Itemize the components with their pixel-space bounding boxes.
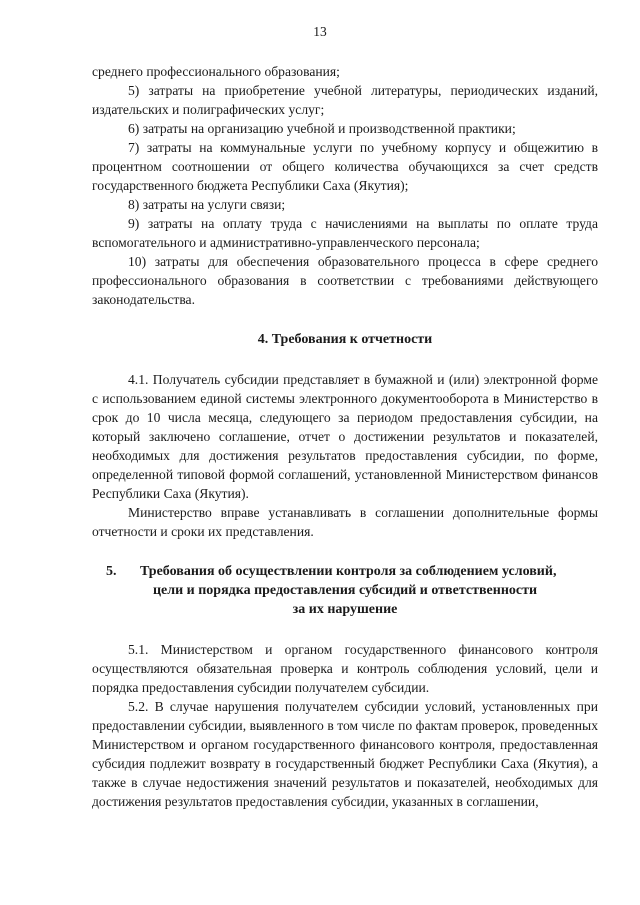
document-body [92,62,598,811]
section-5-heading-line-3: за их нарушение [292,602,398,617]
section-5-paragraph-1: 5.1. Министерством и органом государственного финансового контроля осуществляются обязательная проверка и контроль соблюдения условий, цели и порядка предоставления субсидии получателем субсидии. [92,642,598,695]
section-5-heading-line-2: цели и порядка предоставления субсидий и ответственности [152,583,538,598]
list-item-8: 8) затраты на услуги связи; [128,197,286,212]
section-5-number: 5. [106,564,117,579]
section-4-paragraph-1: 4.1. Получатель субсидии представляет в бумажной и (или) электронной форме с использованием единой системы электронного документооборота в Министерство в срок до 10 числа месяца, следующего за периодом предоставления субсидии, на который заключено соглашение, отчет о достижении результатов и показателей, необходимых для достижения результатов предоставления субсидии, по форме, определенной типовой формой соглашений, установленной Министерством финансов Республики Саха (Якутия). [92,372,598,501]
list-item-7: 7) затраты на коммунальные услуги по учебному корпусу и общежитию в процентном соотношении от общего количества обучающихся за счет средств государственного бюджета Республики Саха (Якутия); [92,140,598,193]
section-5-paragraph-2: 5.2. В случае нарушения получателем субсидии условий, установленных при предоставлении субсидии, выявленного в том числе по фактам проверок, проведенных Министерством и органом государственного финансового контроля, предоставленная субсидия подлежит возврату в государственный бюджет Республики Саха (Якутия), а также в случае недостижения значений результатов и показателей, необходимых для достижения результатов предоставления субсидии, указанных в соглашении, [92,699,598,809]
section-4-heading: 4. Требования к отчетности [257,332,433,347]
list-item-10: 10) затраты для обеспечения образовательного процесса в сфере среднего профессионального образования в соответствии с требованиями действующего законодательства. [92,254,598,307]
list-item-9: 9) затраты на оплату труда с начислениями на выплаты по оплате труда вспомогательного и административно-управленческого персонала; [92,216,598,250]
paragraph-continuation: среднего профессионального образования; [92,64,340,79]
section-5-heading [92,562,598,619]
page-number: 13 [313,24,327,39]
list-item-5: 5) затраты на приобретение учебной литературы, периодических изданий, издательских и полиграфических услуг; [92,83,598,117]
section-4-paragraph-2: Министерство вправе устанавливать в соглашении дополнительные формы отчетности и сроки их представления. [92,505,598,539]
list-item-6: 6) затраты на организацию учебной и производственной практики; [128,121,516,136]
section-5-heading-line-1: Требования об осуществлении контроля за соблюдением условий, [140,564,557,579]
